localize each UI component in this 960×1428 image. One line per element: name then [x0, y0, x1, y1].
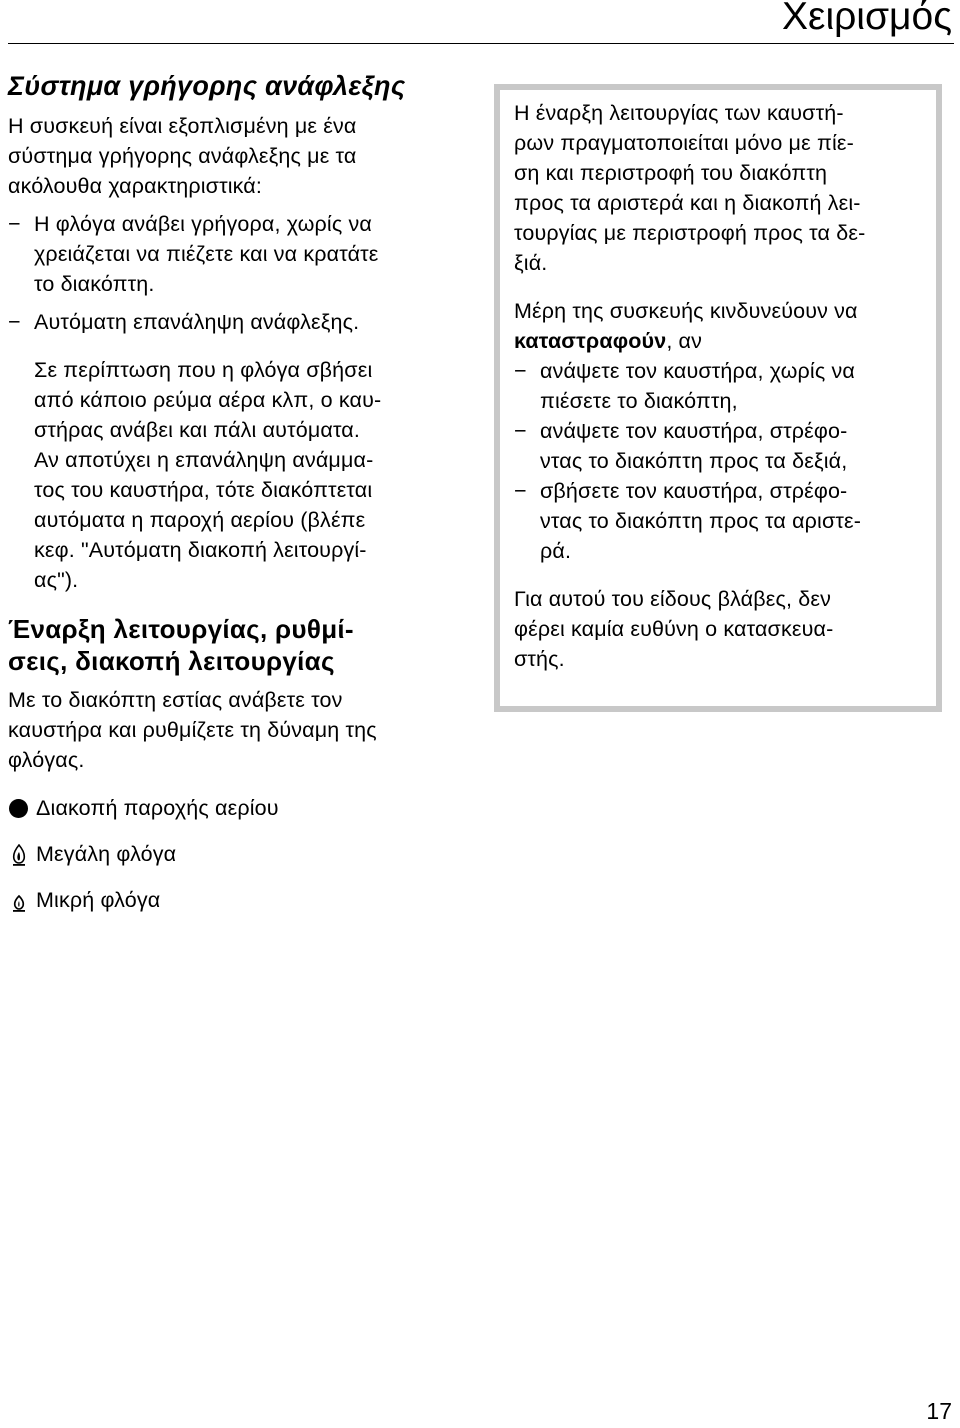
dash-bullet: −: [8, 310, 21, 334]
header-divider: [8, 43, 954, 44]
warning-paragraph-1: Η έναρξη λειτουργίας των καυστή- ρων πραγματοποιείται μόνο με πίε- ση και περιστροφή του διακόπτη προς τα αριστερά και η διακοπή λει- τουργίας με περιστροφή προς τα δε- ξιά.: [514, 101, 866, 275]
quick-ignition-intro: Η συσκευή είναι εξοπλισμένη με ένα σύστημα γρήγορης ανάφλεξης με τα ακόλουθα χαρακτηριστικά:: [8, 114, 357, 198]
quick-ignition-heading: Σύστημα γρήγορης ανάφλεξης: [8, 71, 406, 101]
operation-intro: Με το διακόπτη εστίας ανάβετε τον καυστήρα και ρυθμίζετε τη δύναμη της φλόγας.: [8, 688, 377, 772]
off-dot-icon: [9, 799, 28, 818]
list-item: − Η φλόγα ανάβει γρήγορα, χωρίς να χρειάζεται να πιέζετε και να κρατάτε το διακόπτη.: [8, 209, 468, 299]
damage-emphasis: καταστραφούν: [514, 329, 667, 353]
list-item: − Αυτόματη επανάληψη ανάφλεξης.: [8, 307, 468, 337]
reignition-detail: Σε περίπτωση που η φλόγα σβήσει από κάποιο ρεύμα αέρα κλπ, ο καυ- στήρας ανάβει και πάλι αυτόματα. Αν αποτύχει η επανάληψη ανάμμα- τος του καυστήρα, τότε διακόπτεται αυτόματα η παροχή αερίου (βλέπε κεφ. "Αυτόματη διακοπή λειτουργί- ας").: [34, 358, 382, 592]
dash-bullet: −: [514, 419, 527, 443]
large-flame-icon: [8, 844, 30, 866]
dash-bullet: −: [514, 359, 527, 383]
list-item: − σβήσετε τον καυστήρα, στρέφο- ντας το διακόπτη προς τα αριστε- ρά.: [514, 476, 924, 566]
page-number: 17: [926, 1398, 952, 1424]
symbol-row-off: Διακοπή παροχής αερίου: [8, 793, 468, 823]
dash-bullet: −: [8, 212, 21, 236]
small-flame-icon: [8, 890, 30, 912]
operation-heading: Έναρξη λειτουργίας, ρυθμί- σεις, διακοπή λειτουργίας: [8, 614, 354, 676]
page-section-title: Χειρισμός: [782, 0, 952, 38]
warning-paragraph-2: Μέρη της συσκευής κινδυνεύουν να καταστραφούν, αν: [514, 299, 858, 353]
list-item: − ανάψετε τον καυστήρα, χωρίς να πιέσετε το διακόπτη,: [514, 356, 924, 416]
dash-bullet: −: [514, 479, 527, 503]
symbol-row-small-flame: Μικρή φλόγα: [8, 885, 468, 915]
symbol-row-large-flame: Μεγάλη φλόγα: [8, 839, 468, 869]
list-item: − ανάψετε τον καυστήρα, στρέφο- ντας το διακόπτη προς τα δεξιά,: [514, 416, 924, 476]
left-column: [8, 70, 468, 931]
warning-box: [494, 84, 942, 712]
warning-paragraph-3: Για αυτού του είδους βλάβες, δεν φέρει καμία ευθύνη ο κατασκευα- στής.: [514, 587, 834, 671]
